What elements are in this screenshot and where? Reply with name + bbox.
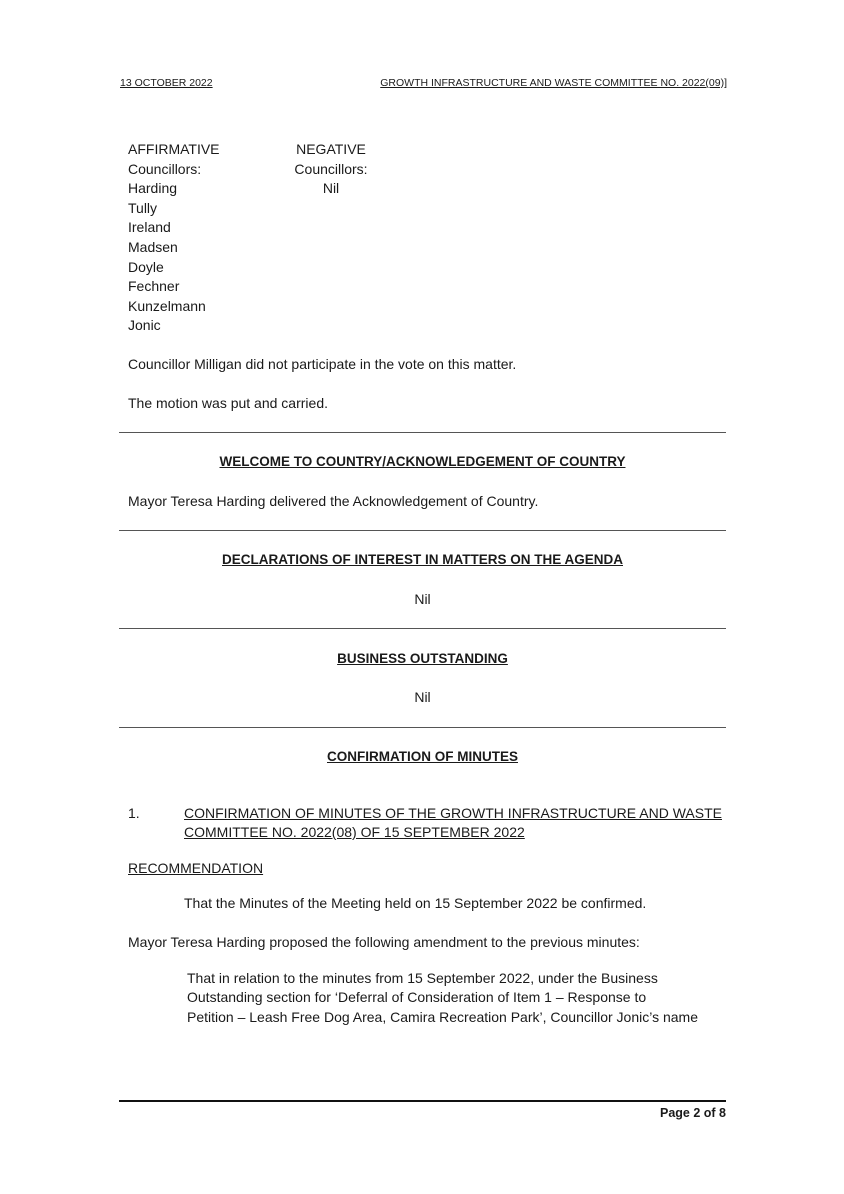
councillor-name: Fechner <box>128 278 180 295</box>
councillor-name: Doyle <box>128 258 164 275</box>
declarations-text: Nil <box>414 591 431 607</box>
negative-name: Nil <box>322 180 340 197</box>
amendment-intro: Mayor Teresa Harding proposed the following amendment to the previous minutes: <box>128 934 640 950</box>
page-number: Page 2 of 8 <box>660 1106 726 1120</box>
councillor-name: Tully <box>128 199 158 216</box>
section-divider <box>119 530 726 531</box>
motion-result: The motion was put and carried. <box>128 395 328 411</box>
affirmative-column <box>128 140 220 336</box>
confirmation-heading: CONFIRMATION OF MINUTES <box>327 749 518 764</box>
affirmative-sub: Councillors: <box>128 160 202 177</box>
item-number: 1. <box>128 805 140 821</box>
negative-title: NEGATIVE <box>296 141 366 157</box>
councillor-name: Ireland <box>128 219 171 236</box>
welcome-heading: WELCOME TO COUNTRY/ACKNOWLEDGEMENT OF COUNTRY <box>219 454 626 469</box>
councillor-name: Jonic <box>128 317 161 334</box>
amendment-line1: That in relation to the minutes from 15 September 2022, under the Business <box>187 970 658 986</box>
councillor-name: Kunzelmann <box>128 297 206 314</box>
amendment-line3: Petition – Leash Free Dog Area, Camira Recreation Park’, Councillor Jonic’s name <box>187 1009 698 1025</box>
vote-note: Councillor Milligan did not participate in the vote on this matter. <box>128 356 517 372</box>
declarations-heading: DECLARATIONS OF INTEREST IN MATTERS ON THE AGENDA <box>222 552 623 567</box>
header-committee: GROWTH INFRASTRUCTURE AND WASTE COMMITTEE NO. 2022(09)] <box>380 77 727 89</box>
recommendation-text: That the Minutes of the Meeting held on 15 September 2022 be confirmed. <box>184 895 647 911</box>
welcome-text: Mayor Teresa Harding delivered the Acknowledgement of Country. <box>128 493 539 509</box>
item-title-line2: COMMITTEE NO. 2022(08) OF 15 SEPTEMBER 2022 <box>184 824 525 840</box>
negative-sub: Councillors: <box>294 160 368 177</box>
negative-column <box>286 140 376 199</box>
section-divider <box>119 432 726 433</box>
business-heading: BUSINESS OUTSTANDING <box>337 651 508 666</box>
header-date: 13 OCTOBER 2022 <box>120 77 213 89</box>
councillor-name: Madsen <box>128 238 178 255</box>
councillor-name: Harding <box>128 180 178 197</box>
section-divider <box>119 727 726 728</box>
item-title-line1: CONFIRMATION OF MINUTES OF THE GROWTH INFRASTRUCTURE AND WASTE <box>184 805 722 821</box>
section-divider <box>119 628 726 629</box>
business-text: Nil <box>414 689 431 705</box>
recommendation-label: RECOMMENDATION <box>128 860 264 876</box>
amendment-line2: Outstanding section for ‘Deferral of Consideration of Item 1 – Response to <box>187 989 647 1005</box>
affirmative-title: AFFIRMATIVE <box>128 141 220 157</box>
footer-divider <box>119 1100 726 1102</box>
